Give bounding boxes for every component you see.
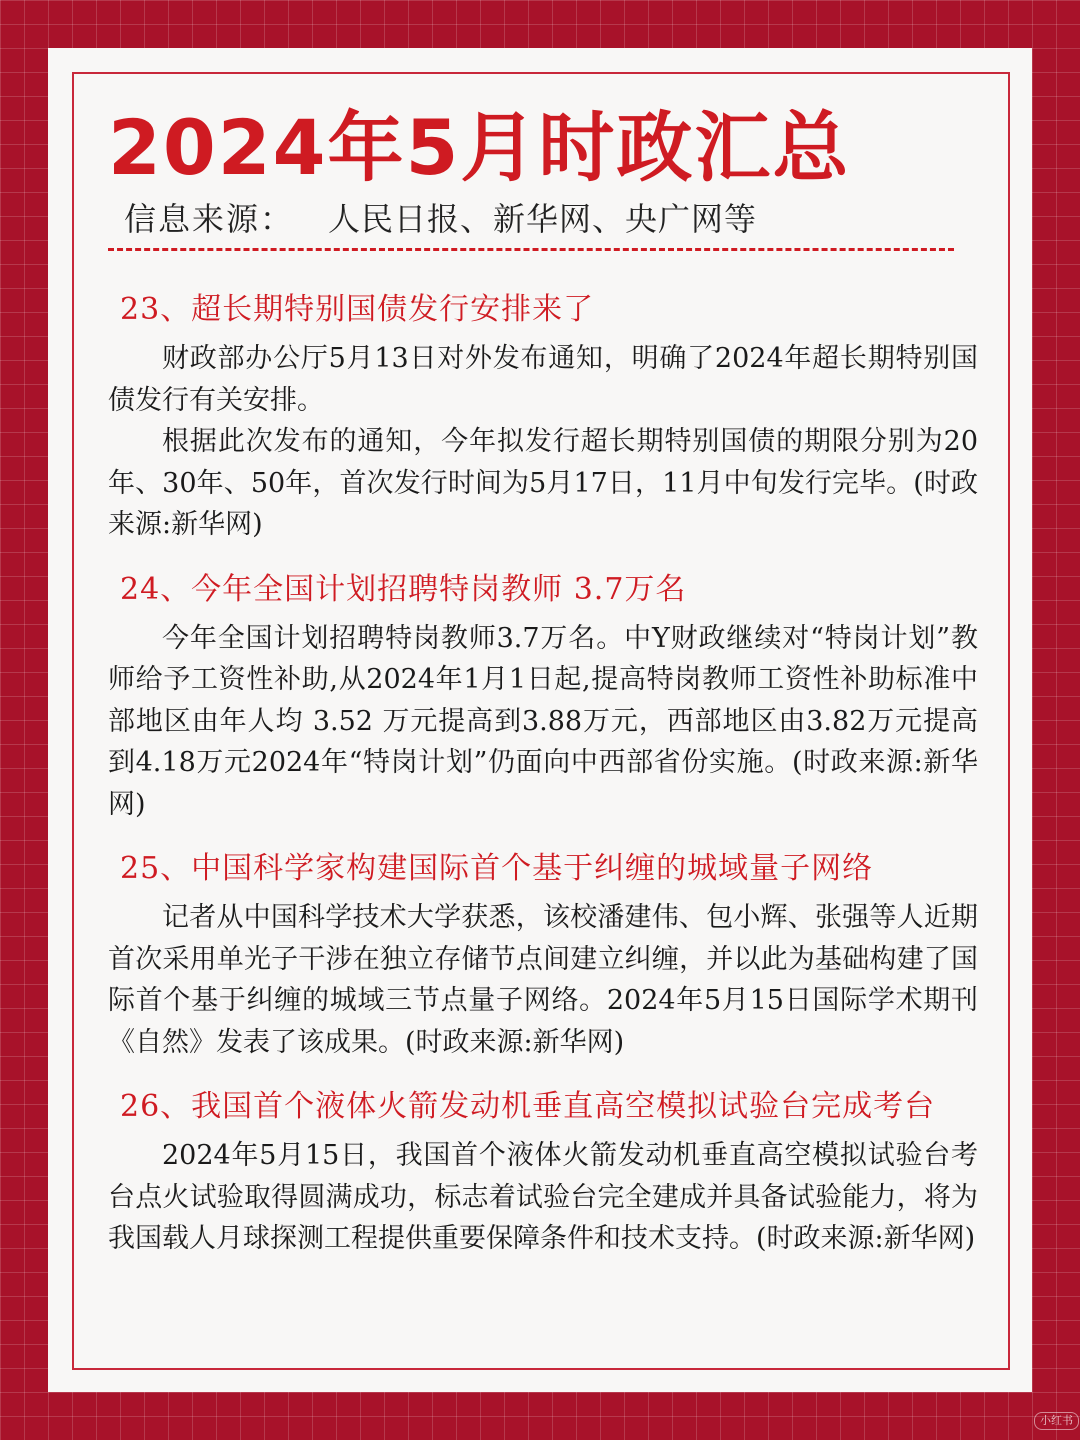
news-item-26 (108, 1085, 978, 1260)
news-item-25 (108, 847, 978, 1063)
news-item-23 (108, 288, 978, 546)
source-line (124, 196, 757, 242)
page-title: 2024年5月时政汇总 (108, 103, 851, 192)
news-item-paragraph: 2024年5月15日，我国首个液体火箭发动机垂直高空模拟试验台考台点火试验取得圆满成功，标志着试验台完全建成并具备试验能力，将为我国载人月球探测工程提供重要保障条件和技术支持。(时政来源:新华网) (108, 1140, 978, 1254)
news-item-paragraph: 根据此次发布的通知，今年拟发行超长期特别国债的期限分别为20年、30年、50年，首次发行时间为5月17日，11月中旬发行完毕。(时政来源:新华网) (108, 426, 978, 540)
news-item-paragraph: 财政部办公厅5月13日对外发布通知，明确了2024年超长期特别国债发行有关安排。 (108, 343, 978, 416)
news-item-title: 25、中国科学家构建国际首个基于纠缠的城域量子网络 (120, 851, 874, 886)
news-item-paragraph: 今年全国计划招聘特岗教师3.7万名。中Y财政继续对“特岗计划”教师给予工资性补助,从2024年1月1日起,提高特岗教师工资性补助标准中部地区由年人均 3.52 万元提高到3.88万元，西部地区由3.82万元提高到4.18万元2024年“特岗计划”仍面向中西部省份实施。(时政来源:新华网) (108, 622, 978, 820)
source-value: 人民日报、新华网、央广网等 (328, 200, 758, 238)
news-item-title: 24、今年全国计划招聘特岗教师 3.7万名 (120, 571, 687, 607)
source-label: 信息来源： (124, 200, 295, 238)
news-item-title: 26、我国首个液体火箭发动机垂直高空模拟试验台完成考台 (120, 1089, 936, 1124)
news-item-title: 23、超长期特别国债发行安排来了 (120, 292, 595, 327)
watermark-logo: 小红书 (1034, 1412, 1079, 1430)
dashed-divider (108, 248, 954, 251)
news-item-paragraph: 记者从中国科学技术大学获悉，该校潘建伟、包小辉、张强等人近期首次采用单光子干涉在独立存储节点间建立纠缠，并以此为基础构建了国际首个基于纠缠的城域三节点量子网络。2024年5月15日国际学术期刊《自然》发表了该成果。(时政来源:新华网) (108, 902, 978, 1058)
news-list (108, 288, 978, 1282)
news-item-24 (108, 568, 978, 826)
paper-card (48, 48, 1032, 1392)
